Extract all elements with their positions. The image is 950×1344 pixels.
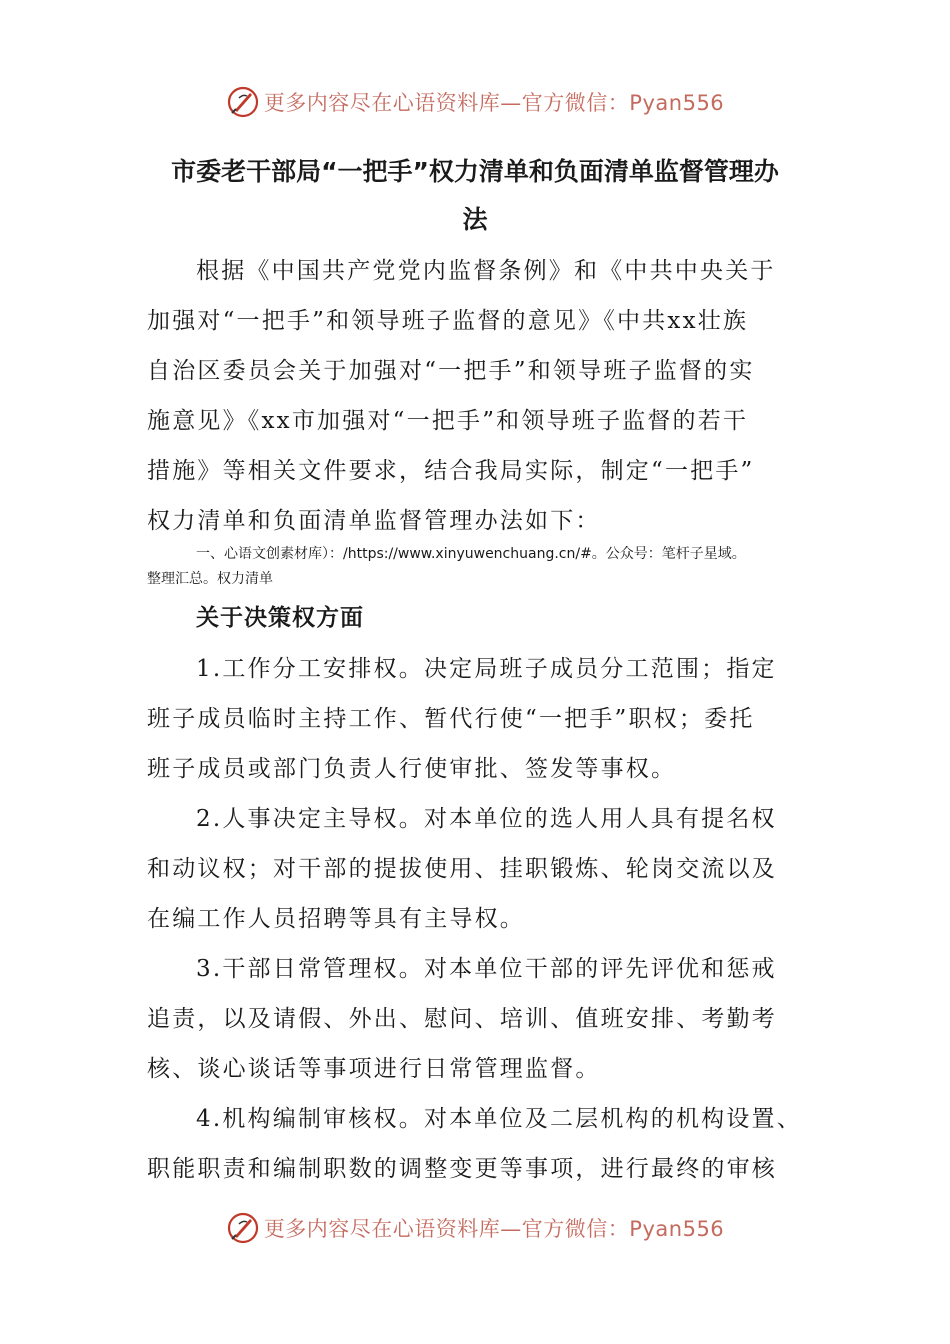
item-line: 1.工作分工安排权。决定局班子成员分工范围；指定: [196, 656, 777, 682]
document-title-continued: 法: [462, 205, 488, 234]
intro-line: 权力清单和负面清单监督管理办法如下：: [147, 508, 601, 534]
intro-line: 根据《中国共产党党内监督条例》和《中共中央关于: [196, 258, 776, 284]
intro-line: 加强对“一把手”和领导班子监督的意见》《中共xx壮族: [147, 308, 749, 334]
quill-logo-icon: [226, 85, 260, 119]
item-line: 在编工作人员招聘等具有主导权。: [147, 906, 525, 932]
footer-banner: [0, 1206, 950, 1250]
item-line: 2.人事决定主导权。对本单位的选人用人具有提名权: [196, 806, 777, 832]
document-title: 市委老干部局“一把手”权力清单和负面清单监督管理办: [171, 157, 779, 186]
item-line: 班子成员临时主持工作、暂代行使“一把手”职权；委托: [147, 706, 755, 732]
intro-line: 措施》等相关文件要求，结合我局实际，制定“一把手”: [147, 458, 755, 484]
item-line: 职能职责和编制职数的调整变更等事项，进行最终的审核: [147, 1156, 777, 1182]
item-line: 追责，以及请假、外出、慰问、培训、值班安排、考勤考: [147, 1006, 777, 1032]
item-line: 4.机构编制审核权。对本单位及二层机构的机构设置、: [196, 1106, 802, 1132]
item-line: 班子成员或部门负责人行使审批、签发等事权。: [147, 756, 677, 782]
banner-text: 更多内容尽在心语资料库—官方微信：Pyan556: [263, 1217, 725, 1241]
source-note-continued: 整理汇总。权力清单: [147, 571, 273, 587]
item-line: 核、谈心谈话等事项进行日常管理监督。: [147, 1056, 601, 1082]
intro-line: 施意见》《xx市加强对“一把手”和领导班子监督的若干: [147, 408, 749, 434]
header-banner: [0, 80, 950, 124]
source-note: 一、心语文创素材库）：/https://www.xinyuwenchuang.cn/#。公众号：笔杆子星域。: [196, 546, 746, 562]
banner-text: 更多内容尽在心语资料库—官方微信：Pyan556: [263, 91, 725, 115]
intro-line: 自治区委员会关于加强对“一把手”和领导班子监督的实: [147, 358, 755, 384]
quill-logo-icon: [226, 1211, 260, 1245]
section-heading: 关于决策权方面: [196, 605, 364, 631]
item-line: 和动议权；对干部的提拔使用、挂职锻炼、轮岗交流以及: [147, 856, 777, 882]
item-line: 3.干部日常管理权。对本单位干部的评先评优和惩戒: [196, 956, 777, 982]
